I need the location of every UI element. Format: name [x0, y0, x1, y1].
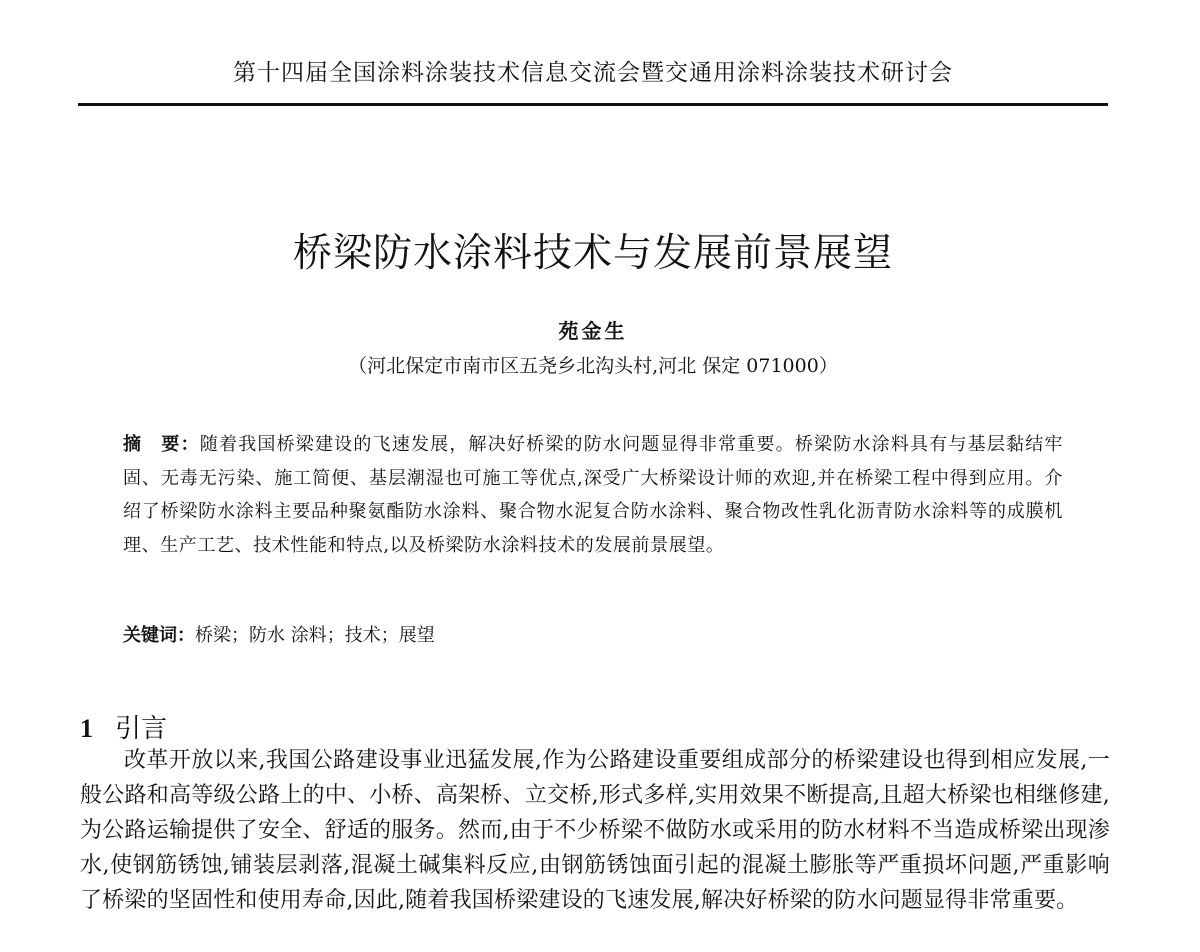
- section-number: 1: [80, 714, 93, 743]
- section-heading: [80, 708, 167, 745]
- section-paragraph: 改革开放以来,我国公路建设事业迅猛发展,作为公路建设重要组成部分的桥梁建设也得到相应发展,一般公路和高等级公路上的中、小桥、高架桥、立交桥,形式多样,实用效果不断提高,且超大桥梁也相继修建,为公路运输提供了安全、舒适的服务。然而,由于不少桥梁不做防水或采用的防水材料不当造成桥梁出现渗水,使钢筋锈蚀,铺装层剥落,混凝土碱集料反应,由钢筋锈蚀面引起的混凝土膨胀等严重损坏问题,严重影响了桥梁的坚固性和使用寿命,因此,随着我国桥梁建设的飞速发展,解决好桥梁的防水问题显得非常重要。: [80, 748, 1110, 913]
- abstract-label: 摘 要：: [123, 434, 200, 455]
- keywords: [123, 621, 1063, 647]
- section-title: 引言: [115, 714, 168, 744]
- author-affiliation: （河北保定市南市区五尧乡北沟头村,河北 保定 071000）: [348, 355, 838, 377]
- abstract-text: 随着我国桥梁建设的飞速发展，解决好桥梁的防水问题显得非常重要。桥梁防水涂料具有与基层黏结牢固、无毒无污染、施工简便、基层潮湿也可施工等优点,深受广大桥梁设计师的欢迎,并在桥梁工程中得到应用。介绍了桥梁防水涂料主要品种聚氨酯防水涂料、聚合物水泥复合防水涂料、聚合物改性乳化沥青防水涂料等的成膜机理、生产工艺、技术性能和特点,以及桥梁防水涂料技术的发展前景展望。: [123, 434, 1064, 556]
- author-name: 苑金生: [558, 319, 628, 343]
- header-divider: [78, 103, 1108, 106]
- abstract: [123, 428, 1063, 562]
- keywords-text: 桥梁；防水 涂料；技术；展望: [195, 625, 435, 646]
- conference-header: 第十四届全国涂料涂装技术信息交流会暨交通用涂料涂装技术研讨会: [233, 60, 953, 86]
- paper-title: 桥梁防水涂料技术与发展前景展望: [292, 231, 893, 276]
- keywords-label: 关键词：: [123, 625, 195, 646]
